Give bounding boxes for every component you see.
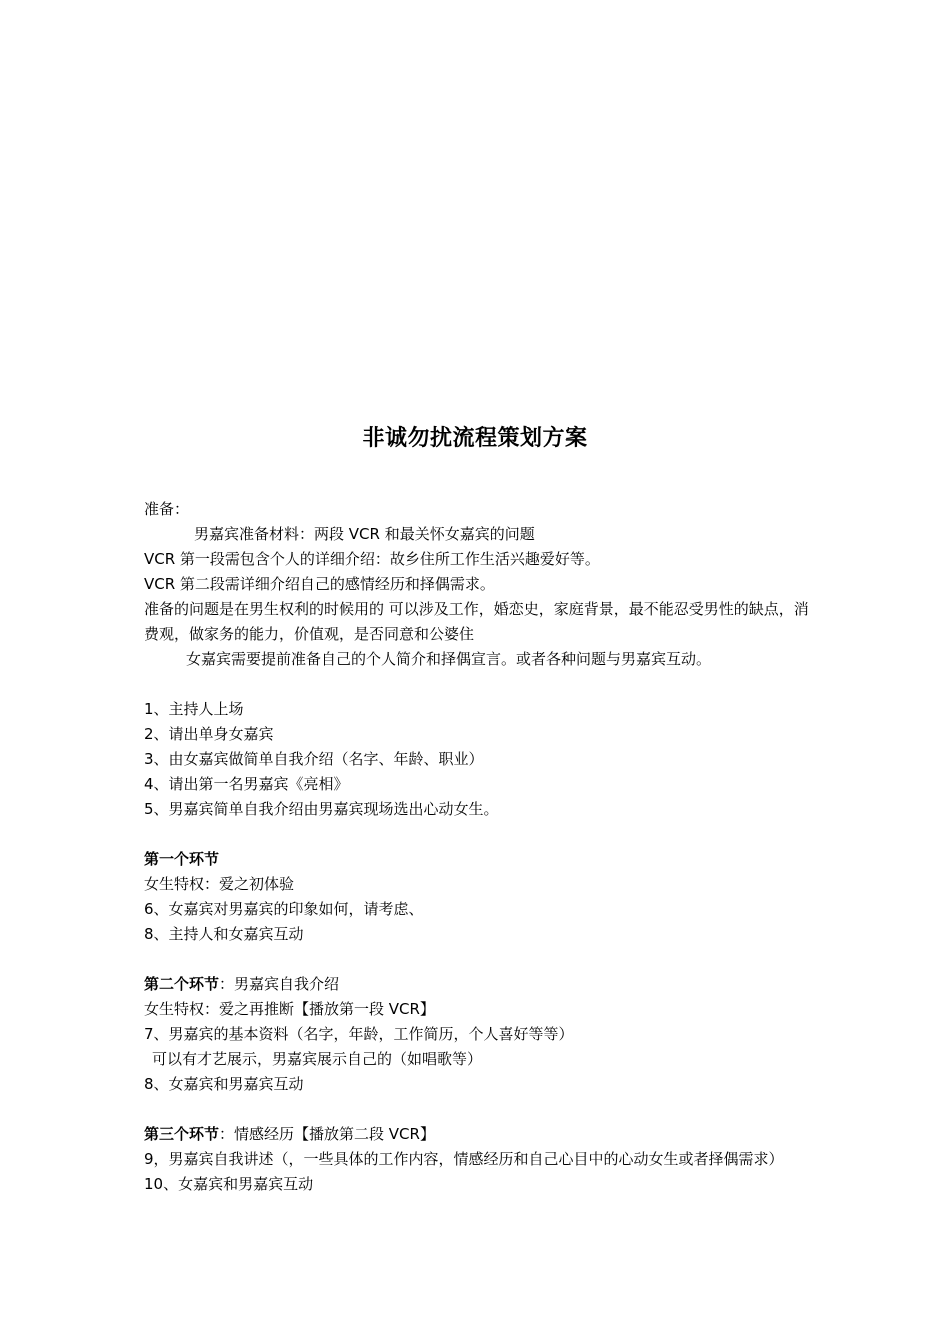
prep-male-materials: 男嘉宾准备材料：两段 VCR 和最关怀女嘉宾的问题	[194, 525, 535, 543]
document-body	[144, 497, 814, 1197]
spacer	[144, 1097, 814, 1122]
questions-text: 准备的问题是在男生权利的时候用的 可以涉及工作，婚恋史，家庭背景，最不能忍受男性的缺点，消费观，做家务的能力，价值观，是否同意和公婆住	[144, 600, 809, 643]
segment3-heading	[144, 1122, 814, 1147]
step-item: 3、由女嘉宾做简单自我介绍（名字、年龄、职业）	[144, 750, 484, 768]
segment1-heading: 第一个环节	[144, 850, 220, 868]
step-item: 5、男嘉宾简单自我介绍由男嘉宾现场选出心动女生。	[144, 800, 499, 818]
vcr-one-text: VCR 第一段需包含个人的详细介绍：故乡住所工作生活兴趣爱好等。	[144, 550, 600, 568]
segment1-item: 8、主持人和女嘉宾互动	[144, 925, 304, 943]
document-title: 非诚勿扰流程策划方案	[362, 426, 588, 451]
segment2-privilege: 女生特权：爱之再推断【播放第一段 VCR】	[144, 1000, 435, 1018]
segment3-item: 10、女嘉宾和男嘉宾互动	[144, 1175, 314, 1193]
segment3-item: 9，男嘉宾自我讲述（，一些具体的工作内容，情感经历和自己心目中的心动女生或者择偶需求）	[144, 1150, 784, 1168]
step-item: 1、主持人上场	[144, 700, 244, 718]
segment2-item-continuation: 可以有才艺展示，男嘉宾展示自己的（如唱歌等）	[152, 1050, 483, 1068]
segment3-heading-bold: 第三个环节	[144, 1125, 220, 1143]
segment2-heading	[144, 972, 814, 997]
segment1-item: 6、女嘉宾对男嘉宾的印象如何，请考虑、	[144, 900, 424, 918]
segment2-item: 8、女嘉宾和男嘉宾互动	[144, 1075, 304, 1093]
step-item: 4、请出第一名男嘉宾《亮相》	[144, 775, 349, 793]
prep-heading: 准备：	[144, 500, 190, 518]
spacer	[144, 947, 814, 972]
segment2-item: 7、男嘉宾的基本资料（名字，年龄，工作简历，个人喜好等等）	[144, 1025, 574, 1043]
spacer	[144, 822, 814, 847]
segment2-heading-rest: ：男嘉宾自我介绍	[219, 975, 340, 993]
segment1-privilege: 女生特权：爱之初体验	[144, 875, 295, 893]
segment2-heading-bold: 第二个环节	[144, 975, 220, 993]
vcr-two-text: VCR 第二段需详细介绍自己的感情经历和择偶需求。	[144, 575, 495, 593]
step-item: 2、请出单身女嘉宾	[144, 725, 274, 743]
female-prep-text: 女嘉宾需要提前准备自己的个人简介和择偶宣言。或者各种问题与男嘉宾互动。	[186, 650, 712, 668]
segment3-heading-rest: ：情感经历【播放第二段 VCR】	[219, 1125, 435, 1143]
spacer	[144, 672, 814, 697]
